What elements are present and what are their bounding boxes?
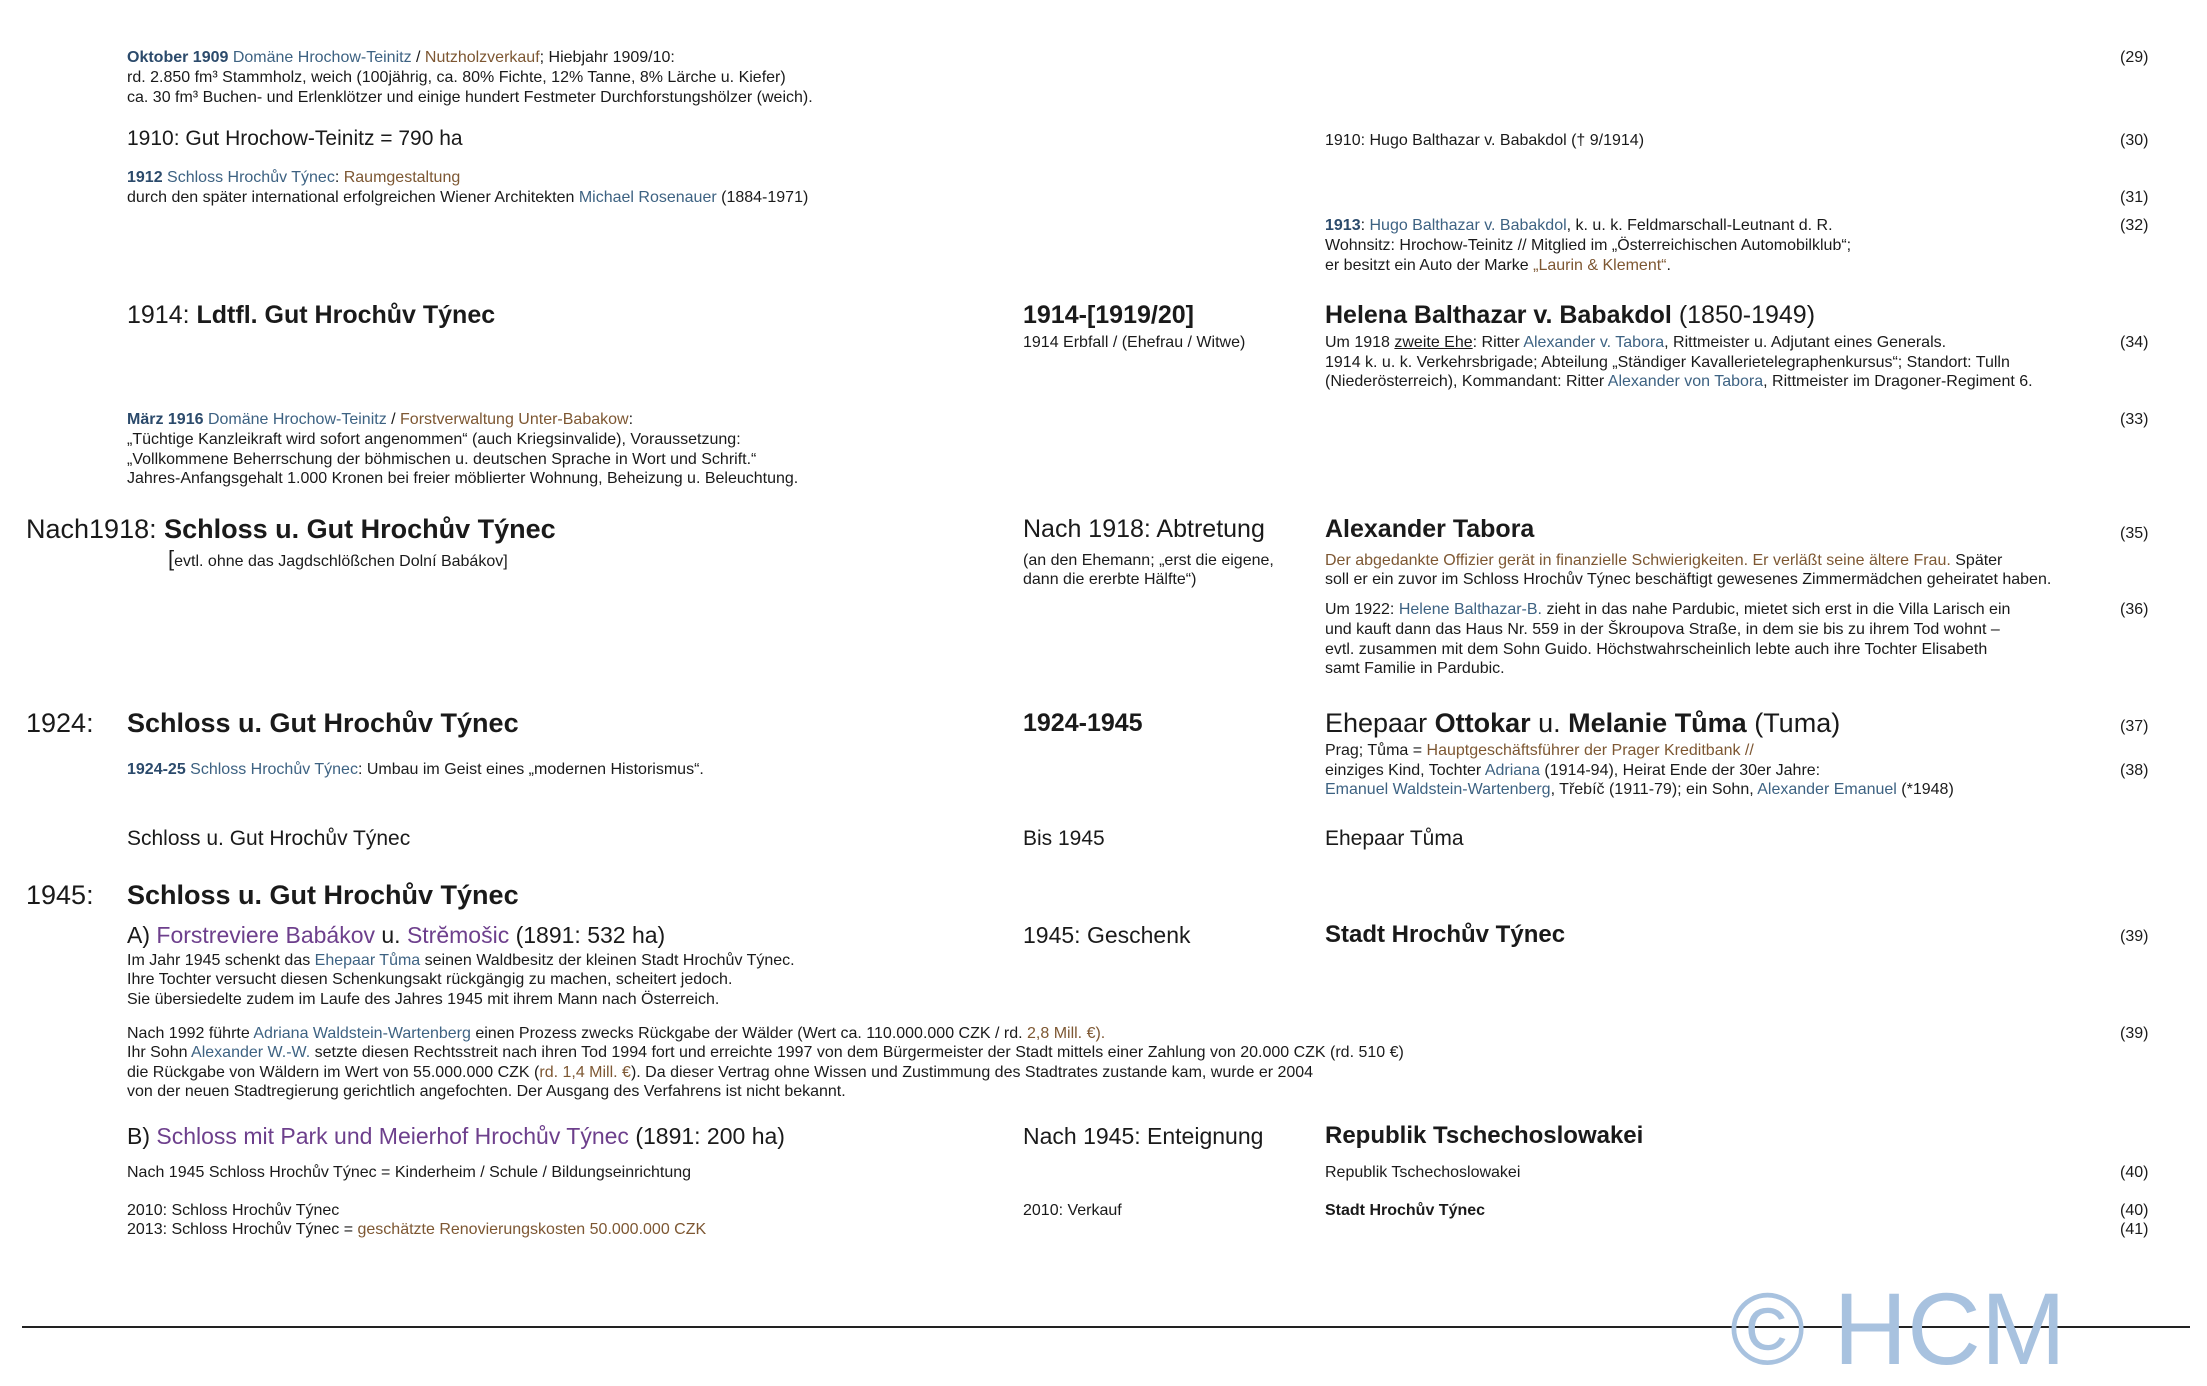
period-start: 1914-[ bbox=[1023, 301, 1096, 329]
footnote-ref: (32) bbox=[2120, 217, 2149, 234]
highlighted-text: Der abgedankte Offizier gerät in finanzielle Schwierigkeiten. Er verläßt seine ältere Frau. bbox=[1325, 552, 1951, 569]
highlighted-text: rd. 1,4 Mill. € bbox=[539, 1064, 631, 1081]
footnote-ref: (36) bbox=[2120, 601, 2149, 618]
entry-text: die Rückgabe von Wäldern im Wert von 55.000.000 CZK ( bbox=[127, 1064, 540, 1081]
person-name: Alexander v. Tabora bbox=[1523, 334, 1665, 351]
year-1945: 1945: bbox=[26, 880, 94, 910]
transfer-1945: 1945: Geschenk bbox=[1023, 922, 1191, 948]
transfer-after-1945: Nach 1945: Enteignung bbox=[1023, 1123, 1264, 1149]
owner-name: Ottokar bbox=[1434, 708, 1531, 738]
person-name: Emanuel Waldstein-Wartenberg bbox=[1325, 781, 1551, 798]
separator: / bbox=[411, 49, 425, 66]
part-area: (1891: 200 ha) bbox=[628, 1123, 785, 1149]
part-label: B) bbox=[127, 1123, 157, 1149]
owner-1910-right: 1910: Hugo Balthazar v. Babakdol († 9/1914) bbox=[1325, 132, 1645, 149]
entry-1992-line1 bbox=[127, 1024, 1105, 1044]
entry-1916-heading bbox=[127, 410, 633, 430]
year-1924: 1924: bbox=[26, 708, 94, 738]
footnote-ref: (40) bbox=[2120, 1164, 2149, 1181]
transfer-1918-line3: dann die ererbte Hälfte“) bbox=[1023, 571, 1197, 588]
entry-1992-line3 bbox=[127, 1063, 1313, 1083]
entry-1922-line2: und kauft dann das Haus Nr. 559 in der Škroupova Straße, in dem sie bis zu ihrem Tod wohnt – bbox=[1325, 621, 2000, 638]
year-prefix: 1914: bbox=[127, 301, 197, 329]
entry-text: durch den später international erfolgreichen Wiener Architekten bbox=[127, 189, 579, 206]
period-1924: 1924-1945 bbox=[1023, 709, 1143, 737]
entry-1909-line2: rd. 2.850 fm³ Stammholz, weich (100jährig, ca. 80% Fichte, 12% Tanne, 8% Lärche u. Kiefer) bbox=[127, 69, 786, 86]
entry-text: Später bbox=[1950, 552, 2003, 569]
entry-text: seinen Waldbesitz der kleinen Stadt Hrochův Týnec. bbox=[420, 952, 795, 969]
owner-1914-line2 bbox=[1325, 333, 1946, 353]
owner-1918-left bbox=[26, 513, 556, 545]
period-end: 1919/20 bbox=[1095, 301, 1186, 329]
person-name: Adriana Waldstein-Wartenberg bbox=[253, 1025, 471, 1042]
entry-text: (1914-94), Heirat Ende der 30er Jahre: bbox=[1539, 762, 1821, 779]
entry-text: setzte diesen Rechtsstreit nach ihren Tod 1994 fort und erreichte 1997 von dem Bürgermeister der Stadt mittels einer Zahlung von 20.000 CZK (rd. 510 €) bbox=[310, 1044, 1404, 1061]
footnote-ref: (41) bbox=[2120, 1221, 2149, 1238]
entry-text: Im Jahr 1945 schenkt das bbox=[127, 952, 315, 969]
entry-topic: Raumgestaltung bbox=[343, 169, 461, 186]
copyright-watermark: © HCM bbox=[1730, 1272, 2066, 1386]
entry-date: März 1916 bbox=[127, 411, 204, 428]
part-a-heading bbox=[127, 921, 665, 949]
entry-date: 1913 bbox=[1325, 217, 1361, 234]
person-name: Ehepaar Tůma bbox=[314, 952, 421, 969]
part-a-line3: Ihre Tochter versucht diesen Schenkungsakt rückgängig zu machen, scheitert jedoch. bbox=[127, 971, 733, 988]
owner-name: Melanie Tůma bbox=[1568, 708, 1747, 738]
estate-title: Ldtfl. Gut Hrochův Týnec bbox=[196, 301, 496, 329]
bracket: [ bbox=[168, 546, 175, 571]
entry-1913-line3 bbox=[1325, 256, 1671, 276]
owner-2010: Stadt Hrochův Týnec bbox=[1325, 1202, 1486, 1219]
entry-date: 1912 bbox=[127, 169, 163, 186]
owner-1914-right bbox=[1325, 300, 1815, 330]
bracket: ] bbox=[1185, 301, 1194, 329]
owner-1910-left: 1910: Gut Hrochow-Teinitz = 790 ha bbox=[127, 127, 463, 150]
owner-1924-line4 bbox=[1325, 780, 1954, 800]
entry-underlined: zweite Ehe bbox=[1394, 334, 1473, 351]
footnote-ref: (38) bbox=[2120, 762, 2149, 779]
entry-1912-line2 bbox=[127, 188, 808, 208]
architect-name: Michael Rosenauer bbox=[578, 189, 717, 206]
part-b-heading bbox=[127, 1122, 785, 1150]
owner-1914-line3: 1914 k. u. k. Verkehrsbrigade; Abteilung „Ständiger Kavallerietelegraphenkursus“; Standort: Tulln bbox=[1325, 354, 2010, 371]
entry-topic: Nutzholzverkauf bbox=[424, 49, 540, 66]
footnote-ref: (35) bbox=[2120, 525, 2149, 542]
part-label: A) bbox=[127, 922, 157, 948]
period-1914 bbox=[1023, 300, 1194, 330]
entry-1922-line1 bbox=[1325, 600, 2010, 620]
entry-text: : Ritter bbox=[1472, 334, 1524, 351]
transfer-1918-line2: (an den Ehemann; „erst die eigene, bbox=[1023, 552, 1274, 569]
car-brand: „Laurin & Klement“ bbox=[1533, 257, 1667, 274]
entry-text: ). Da dieser Vertrag ohne Wissen und Zustimmung des Stadtrates zustande kam, wurde er 2004 bbox=[630, 1064, 1314, 1081]
entry-1909-heading bbox=[127, 48, 675, 68]
entry-text: 2013: Schloss Hrochův Týnec = bbox=[127, 1221, 358, 1238]
owner-1945: Stadt Hrochův Týnec bbox=[1325, 921, 1566, 948]
entry-1916-line3: „Vollkommene Beherrschung der böhmischen u. deutschen Sprache in Wort und Schrift.“ bbox=[127, 451, 757, 468]
part-b-line2: Nach 1945 Schloss Hrochův Týnec = Kinderheim / Schule / Bildungseinrichtung bbox=[127, 1164, 692, 1181]
entry-1922-line3: evtl. zusammen mit dem Sohn Guido. Höchstwahrscheinlich lebte auch ihre Tochter Elisabeth bbox=[1325, 641, 1988, 658]
owner-1918-right: Alexander Tabora bbox=[1325, 515, 1535, 543]
entry-text: zieht in das nahe Pardubic, mietet sich erst in die Villa Larisch ein bbox=[1542, 601, 2011, 618]
entry-1916-line4: Jahres-Anfangsgehalt 1.000 Kronen bei freier möblierter Wohnung, Beheizung u. Beleuchtung. bbox=[127, 470, 799, 487]
entry-date: 1924-25 bbox=[127, 761, 186, 778]
owner-after-1945-line2: Republik Tschechoslowakei bbox=[1325, 1164, 1521, 1181]
estate-until-1945: Schloss u. Gut Hrochův Týnec bbox=[127, 827, 411, 850]
entry-topic: Forstverwaltung Unter-Babakow bbox=[400, 411, 629, 428]
person-name: Helene Balthazar-B. bbox=[1398, 601, 1542, 618]
footnote-ref: (40) bbox=[2120, 1202, 2149, 1219]
entry-1909-line3: ca. 30 fm³ Buchen- und Erlenklötzer und einige hundert Festmeter Durchforstungshölzer (weich). bbox=[127, 89, 813, 106]
transfer-1918: Nach 1918: Abtretung bbox=[1023, 515, 1265, 543]
entry-text: Um 1918 bbox=[1325, 334, 1395, 351]
entry-text: einen Prozess zwecks Rückgabe der Wälder (Wert ca. 110.000.000 CZK / rd. bbox=[470, 1025, 1027, 1042]
entry-text: ; Hiebjahr 1909/10: bbox=[539, 49, 675, 66]
part-area: (1891: 532 ha) bbox=[509, 922, 666, 948]
person-name: Alexander von Tabora bbox=[1607, 373, 1764, 390]
entry-text: einziges Kind, Tochter bbox=[1325, 762, 1485, 779]
entry-text: (Tuma) bbox=[1746, 708, 1841, 738]
period-1914-sub: 1914 Erbfall / (Ehefrau / Witwe) bbox=[1023, 334, 1246, 351]
owner-1914-line4 bbox=[1325, 372, 2033, 392]
footnote-ref: (39) bbox=[2120, 928, 2149, 945]
entry-1922-line4: samt Familie in Pardubic. bbox=[1325, 660, 1505, 677]
highlighted-text: 2,8 Mill. € bbox=[1027, 1025, 1096, 1042]
entry-text: u. bbox=[374, 922, 407, 948]
part-name: Forstreviere Babákov bbox=[156, 922, 375, 948]
entry-text: Nach 1992 führte bbox=[127, 1025, 254, 1042]
entry-date: Oktober 1909 bbox=[127, 49, 229, 66]
entry-text: evtl. ohne das Jagdschlößchen Dolní Babákov] bbox=[174, 553, 508, 570]
highlighted-text: ). bbox=[1095, 1025, 1106, 1042]
entry-1992-line4: von der neuen Stadtregierung gerichtlich angefochten. Der Ausgang des Verfahrens ist nicht bekannt. bbox=[127, 1083, 846, 1100]
estate-title-1945: Schloss u. Gut Hrochův Týnec bbox=[127, 880, 519, 910]
entry-1924-25 bbox=[127, 760, 704, 780]
entry-place: Schloss Hrochův Týnec bbox=[190, 761, 358, 778]
entry-place: Schloss Hrochův Týnec bbox=[167, 169, 335, 186]
estate-title-1924: Schloss u. Gut Hrochův Týnec bbox=[127, 708, 519, 738]
entry-place: Domäne Hrochow-Teinitz bbox=[207, 411, 387, 428]
person-name: Alexander Emanuel bbox=[1757, 781, 1897, 798]
footnote-ref: (33) bbox=[2120, 411, 2149, 428]
entry-text: u. bbox=[1530, 708, 1569, 738]
entry-1913-heading bbox=[1325, 216, 1833, 236]
entry-1913-line2: Wohnsitz: Hrochow-Teinitz // Mitglied im „Österreichischen Automobilklub“; bbox=[1325, 237, 1852, 254]
part-a-line4: Sie übersiedelte zudem im Laufe des Jahres 1945 mit ihrem Mann nach Österreich. bbox=[127, 991, 720, 1008]
owner-1918-line3: soll er ein zuvor im Schloss Hrochův Týnec beschäftigt gewesenes Zimmermädchen geheiratet haben. bbox=[1325, 571, 2052, 588]
estate-title: Schloss u. Gut Hrochův Týnec bbox=[164, 514, 556, 544]
entry-text: (*1948) bbox=[1896, 781, 1954, 798]
entry-text: , Třebíč (1911-79); ein Sohn, bbox=[1550, 781, 1758, 798]
year-prefix: Nach1918: bbox=[26, 514, 165, 544]
footnote-ref: (34) bbox=[2120, 334, 2149, 351]
entry-place: Domäne Hrochow-Teinitz bbox=[232, 49, 412, 66]
entry-text: , k. u. k. Feldmarschall-Leutnant d. R. bbox=[1566, 217, 1833, 234]
owner-1914-left bbox=[127, 300, 495, 330]
entry-text: (1884-1971) bbox=[716, 189, 809, 206]
owner-until-1945: Ehepaar Tůma bbox=[1325, 827, 1464, 850]
highlighted-text: Hauptgeschäftsführer der Prager Kreditbank // bbox=[1426, 742, 1754, 759]
part-name: Schloss mit Park und Meierhof Hrochův Týnec bbox=[156, 1123, 629, 1149]
footnote-ref: (31) bbox=[2120, 189, 2149, 206]
part-a-line2 bbox=[127, 951, 795, 971]
owner-1918-line2 bbox=[1325, 551, 2002, 571]
entry-text: er besitzt ein Auto der Marke bbox=[1325, 257, 1534, 274]
entry-text: Prag; Tůma = bbox=[1325, 742, 1427, 759]
separator: : bbox=[1360, 217, 1370, 234]
separator: : bbox=[334, 169, 344, 186]
entry-text: , Rittmeister u. Adjutant eines Generals. bbox=[1664, 334, 1947, 351]
part-name: Strĕmošic bbox=[406, 922, 510, 948]
entry-1992-line2 bbox=[127, 1043, 1404, 1063]
person-name: Alexander W.-W. bbox=[191, 1044, 311, 1061]
entry-text: , Rittmeister im Dragoner-Regiment 6. bbox=[1763, 373, 2033, 390]
entry-text: Ihr Sohn bbox=[127, 1044, 192, 1061]
period-until-1945: Bis 1945 bbox=[1023, 827, 1105, 850]
owner-1924-line3 bbox=[1325, 761, 1820, 781]
owner-1924-line2 bbox=[1325, 741, 1754, 761]
owner-after-1945: Republik Tschechoslowakei bbox=[1325, 1122, 1644, 1149]
entry-2010: 2010: Schloss Hrochův Týnec bbox=[127, 1202, 340, 1219]
owner-1918-sub bbox=[168, 546, 508, 572]
owner-years: (1850-1949) bbox=[1671, 301, 1816, 329]
separator: : bbox=[628, 411, 634, 428]
owner-name: Helena Balthazar v. Babakdol bbox=[1325, 301, 1672, 329]
owner-1924-right bbox=[1325, 707, 1840, 739]
entry-text: Um 1922: bbox=[1325, 601, 1399, 618]
entry-text: Ehepaar bbox=[1325, 708, 1435, 738]
highlighted-text: geschätzte Renovierungskosten 50.000.000 CZK bbox=[357, 1221, 707, 1238]
person-name: Adriana bbox=[1484, 762, 1540, 779]
footnote-ref: (39) bbox=[2120, 1025, 2149, 1042]
entry-1912-heading bbox=[127, 168, 460, 188]
entry-1916-line2: „Tüchtige Kanzleikraft wird sofort angenommen“ (auch Kriegsinvalide), Voraussetzung: bbox=[127, 431, 741, 448]
person-name: Hugo Balthazar v. Babakdol bbox=[1369, 217, 1567, 234]
footnote-ref: (29) bbox=[2120, 49, 2149, 66]
entry-2013 bbox=[127, 1220, 706, 1240]
footnote-ref: (37) bbox=[2120, 718, 2149, 735]
entry-text: : Umbau im Geist eines „modernen Historismus“. bbox=[357, 761, 704, 778]
transfer-2010: 2010: Verkauf bbox=[1023, 1202, 1122, 1219]
entry-text: (Niederösterreich), Kommandant: Ritter bbox=[1325, 373, 1608, 390]
separator: / bbox=[386, 411, 401, 428]
footnote-ref: (30) bbox=[2120, 132, 2149, 149]
entry-text: . bbox=[1666, 257, 1671, 274]
